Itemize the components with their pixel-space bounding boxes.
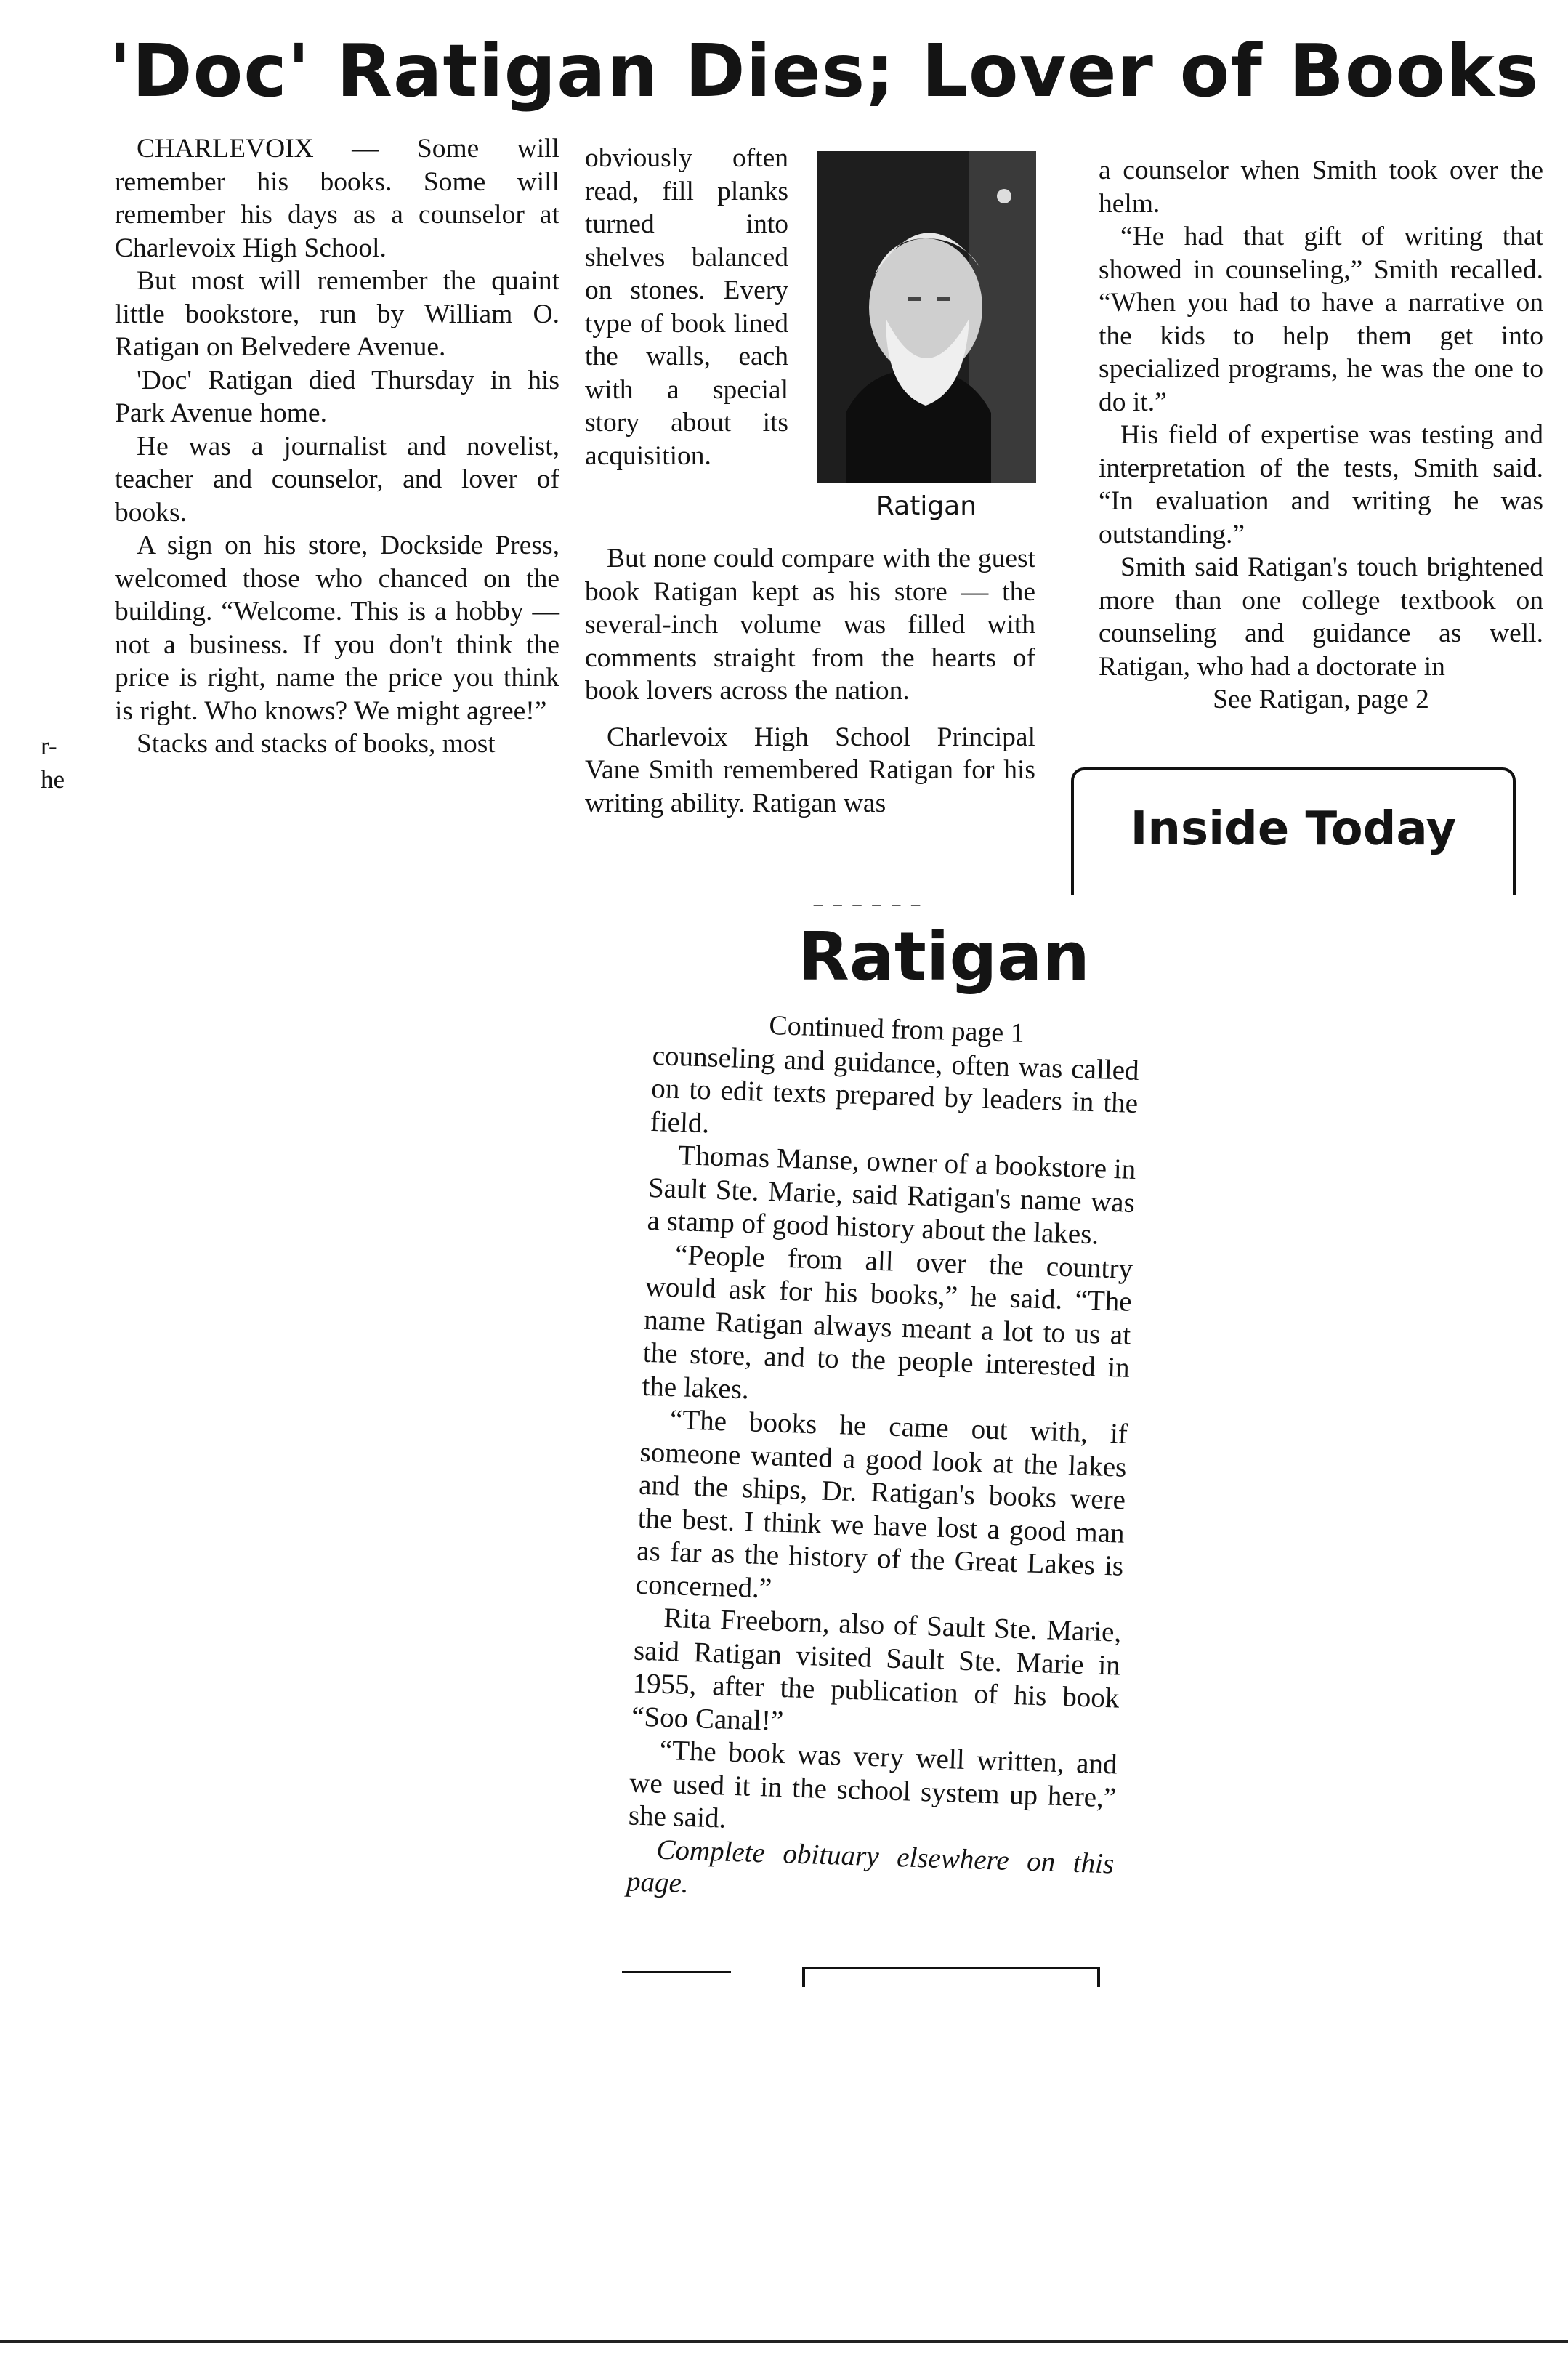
continuation-paragraph: “People from all over the country would ask for his books,” he said. “The name Ratigan always meant a lot to us at the store, and to the people interested in the lakes.: [641, 1238, 1133, 1405]
inside-today-title: Inside Today: [1130, 802, 1457, 856]
continued-from-line: Continued from page 1: [768, 1010, 1025, 1049]
inside-today-box: [1071, 767, 1516, 895]
article-paragraph: 'Doc' Ratigan died Thursday in his Park Avenue home.: [115, 365, 559, 428]
photo-caption: Ratigan: [876, 491, 977, 521]
continuation-headline: Ratigan: [798, 918, 1090, 996]
divider-rule: [622, 1971, 731, 1973]
continuation-paragraph: Thomas Manse, owner of a bookstore in Sault Ste. Marie, said Ratigan's name was a stamp of good history about the lakes.: [647, 1140, 1136, 1251]
scan-edge-line: [0, 2340, 1568, 2343]
continuation-column: [626, 1006, 1140, 1914]
article-paragraph: “He had that gift of writing that showed in counseling,” Smith recalled. “When you had to have a narrative on the kids to help them get into specialized programs, he was the one to do it.”: [1099, 222, 1543, 417]
article-column-1: [115, 132, 559, 761]
article-paragraph: obviously often read, fill planks turned into shelves balanced on stones. Every type of book lined the walls, each with a special story about its acquisition.: [585, 143, 788, 471]
continuation-paragraph: counseling and guidance, often was called on to edit texts prepared by leaders in the field.: [650, 1039, 1140, 1139]
continuation-paragraph: “The books he came out with, if someone wanted a good look at the lakes and the ships, Dr. Ratigan's books were the best. I think we have lost a good man as far as the history of the Great Lakes is concerned.”: [635, 1403, 1128, 1604]
article-paragraph: Charlevoix High School Principal Vane Smith remembered Ratigan for his writing ability. Ratigan was: [585, 722, 1035, 818]
article-column-2: [585, 542, 1035, 820]
portrait-image: [817, 151, 1036, 483]
article-paragraph: a counselor when Smith took over the helm.: [1099, 156, 1543, 219]
article-paragraph: CHARLEVOIX — Some will remember his books. Some will remember his days as a counselor at Charlevoix High School.: [115, 134, 559, 263]
article-column-3: [1099, 154, 1543, 717]
jump-line: See Ratigan, page 2: [1213, 685, 1429, 714]
newspaper-masthead-fragment: [802, 1967, 1100, 1987]
article-paragraph: But most will remember the quaint little bookstore, run by William O. Ratigan on Belvedere Avenue.: [115, 266, 559, 362]
margin-text-fragment: r- he: [41, 732, 65, 794]
article-column-2-narrow: [585, 142, 788, 472]
article-paragraph: Stacks and stacks of books, most: [137, 729, 496, 759]
continuation-paragraph: Rita Freeborn, also of Sault Ste. Marie, said Ratigan visited Sault Ste. Marie in 1955, after the publication of his book “Soo Canal!”: [631, 1602, 1122, 1737]
article-paragraph: Smith said Ratigan's touch brightened more than one college textbook on counseling and guidance as well. Ratigan, who had a doctorate in: [1099, 552, 1543, 682]
ratigan-photo: [817, 151, 1036, 483]
continuation-paragraph: “The book was very well written, and we used it in the school system up here,” she said.: [628, 1734, 1118, 1834]
article-paragraph: His field of expertise was testing and interpretation of the tests, Smith said. “In evaluation and writing he was outstanding.”: [1099, 420, 1543, 549]
closing-note: Complete obituary elsewhere on this page.: [626, 1834, 1115, 1900]
clipping-cut-edge: — — — — — —: [812, 900, 924, 911]
article-paragraph: He was a journalist and novelist, teacher and counselor, and lover of books.: [115, 431, 559, 528]
article-paragraph: A sign on his store, Dockside Press, welcomed those who chanced on the building. “Welcome. This is a hobby — not a business. If you don't think the price is right, name the price you think is right. Who knows? We might agree!”: [115, 531, 559, 726]
article-headline: 'Doc' Ratigan Dies; Lover of Books: [109, 28, 1540, 113]
article-paragraph: But none could compare with the guest book Ratigan kept as his store — the several-inch volume was filled with comments straight from the hearts of book lovers across the nation.: [585, 544, 1035, 706]
